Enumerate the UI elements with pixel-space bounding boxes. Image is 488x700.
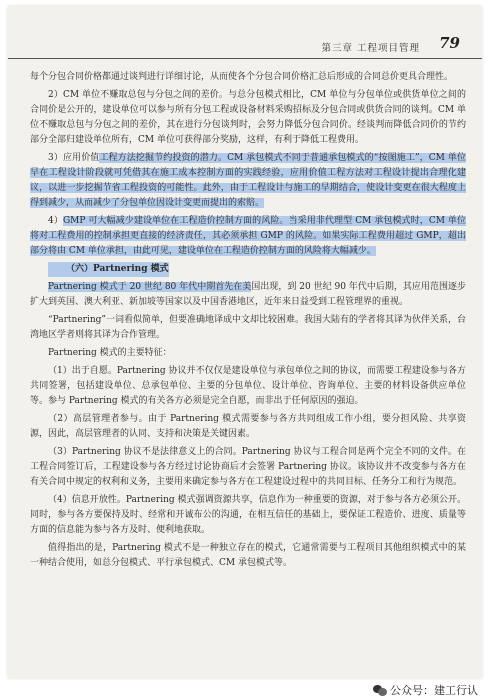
highlighted-text: 工程方法挖掘节约投资的潜力。CM 承包模式不同于普通承包模式的“按图施工”，CM 单位早在工程设计阶段就可凭借其在施工成本控制方面的实践经验，应用价值工程方法对工程设计提出合理化建议，以进一步挖掘节省工程投资的可能性。此外，由于工程设计与施工的早期结合，使设计变更在很大程度上得到减少，从而减少了分包单位因设计变更而提出的索赔。: [30, 153, 466, 208]
paragraph: Partnering 模式于 20 世纪 80 年代中期首先在美国出现，到 20 世纪 90 年代中后期，其应用范围逐步扩大到英国、澳大利亚、新加坡等国家以及中国香港地区，近年来日益受到工程管理界的重视。: [30, 282, 466, 307]
paragraph: Partnering 模式的主要特征：: [48, 348, 172, 358]
page-header: [8, 36, 482, 59]
wechat-watermark: [373, 682, 478, 698]
section-heading: （六）Partnering 模式: [30, 262, 466, 277]
paragraph: 3）应用价值工程方法挖掘节约投资的潜力。CM 承包模式不同于普通承包模式的“按图施工”，CM 单位早在工程设计阶段就可凭借其在施工成本控制方面的实践经验，应用价值工程方法对工程设计提出合理化建议，以进一步挖掘节省工程投资的可能性。此外，由于工程设计与施工的早期结合，使设计变更在很大程度上得到减少，从而减少了分包单位因设计变更而提出的索赔。: [30, 153, 466, 208]
page-body: [30, 70, 466, 574]
watermark-text: 公众号：建工行认: [390, 684, 478, 697]
paragraph: 4）GMP 可大幅减少建设单位在工程造价控制方面的风险。当采用非代理型 CM 承包模式时，CM 单位将对工程费用的控制承担更直接的经济责任，其必须承担 GMP 的风险。如果实际工程费用超过 GMP，超出部分将由 CM 单位承担，由此可见，建设单位在工程造价控制方面的风险将大幅减少。: [30, 216, 467, 256]
chapter-title: 第三章 工程项目管理: [321, 43, 420, 54]
highlighted-text: GMP 可大幅减少建设单位在工程造价控制方面的风险。当采用非代理型 CM 承包模式时，CM 单位将对工程费用的控制承担更直接的经济责任，其必须承担 GMP 的风险。如果实际工程费用超过 GMP，超出部分将由 CM 单位承担，由此可见，建设单位在工程造价控制方面的风险将大幅减少。: [30, 216, 467, 256]
paragraph: （4）信息开放性。Partnering 模式强调资源共享，信息作为一种重要的资源，对于参与各方必须公开。同时，参与各方要保持及时、经常和开诚布公的沟通，在相互信任的基础上，要保证工程造价、进度、质量等方面的信息能为参与各方及时、便利地获取。: [30, 495, 466, 535]
book-page: [8, 6, 482, 678]
paragraph: 每个分包合同价格都通过谈判进行详细讨论，从而使各个分包合同价格汇总后形成的合同总价更具合理性。: [30, 72, 454, 82]
paragraph: 2）CM 单位不赚取总包与分包之间的差价。与总分包模式相比，CM 单位与分包单位或供货单位之间的合同价是公开的，建设单位可以参与所有分包工程或设备材料采购招标及分包合同或供货合同的谈判。CM 单位不赚取总包与分包之间的差价，其在进行分包谈判时，会努力降低分包合同价。经谈判而降低合同价的节约部分全部归建设单位所有，CM 单位可获得部分奖励，这样，有利于降低工程费用。: [30, 90, 466, 145]
paragraph: 值得指出的是，Partnering 模式不是一种独立存在的模式，它通常需要与工程项目其他组织模式中的某一种结合使用，如总分包模式、平行承包模式、CM 承包模式等。: [30, 543, 466, 568]
highlighted-text: Partnering 模式于 20 世纪 80 年代中期首先在美: [48, 282, 252, 292]
paragraph: （3）Partnering 协议不是法律意义上的合同。Partnering 协议与工程合同是两个完全不同的文件。在工程合同签订后，工程建设参与各方经过讨论协商后才会签署 Partnering 协议。该协议并不改变参与各方在有关合同中规定的权利和义务，主要用来确定参与各方在工程建设过程中的共同目标、任务分工和行为规范。: [30, 447, 466, 487]
paragraph: （1）出于自愿。Partnering 协议并不仅仅是建设单位与承包单位之间的协议，而需要工程建设参与各方共同签署，包括建设单位、总承包单位、主要的分包单位、设计单位、咨询单位、主要的材料设备供应单位等。参与 Partnering 模式的有关各方必须是完全自愿，而非出于任何原因的强迫。: [30, 366, 466, 406]
wechat-icon: [373, 685, 387, 696]
page-number: 79: [439, 34, 460, 52]
paragraph: （2）高层管理者参与。由于 Partnering 模式需要参与各方共同组成工作小组，要分担风险、共享资源，因此，高层管理者的认同、支持和决策是关键因素。: [30, 414, 466, 439]
paragraph: “Partnering”一词看似简单，但要准确地译成中文却比较困难。我国大陆有的学者将其译为伙伴关系，台湾地区学者则将其译为合作管理。: [30, 315, 467, 340]
